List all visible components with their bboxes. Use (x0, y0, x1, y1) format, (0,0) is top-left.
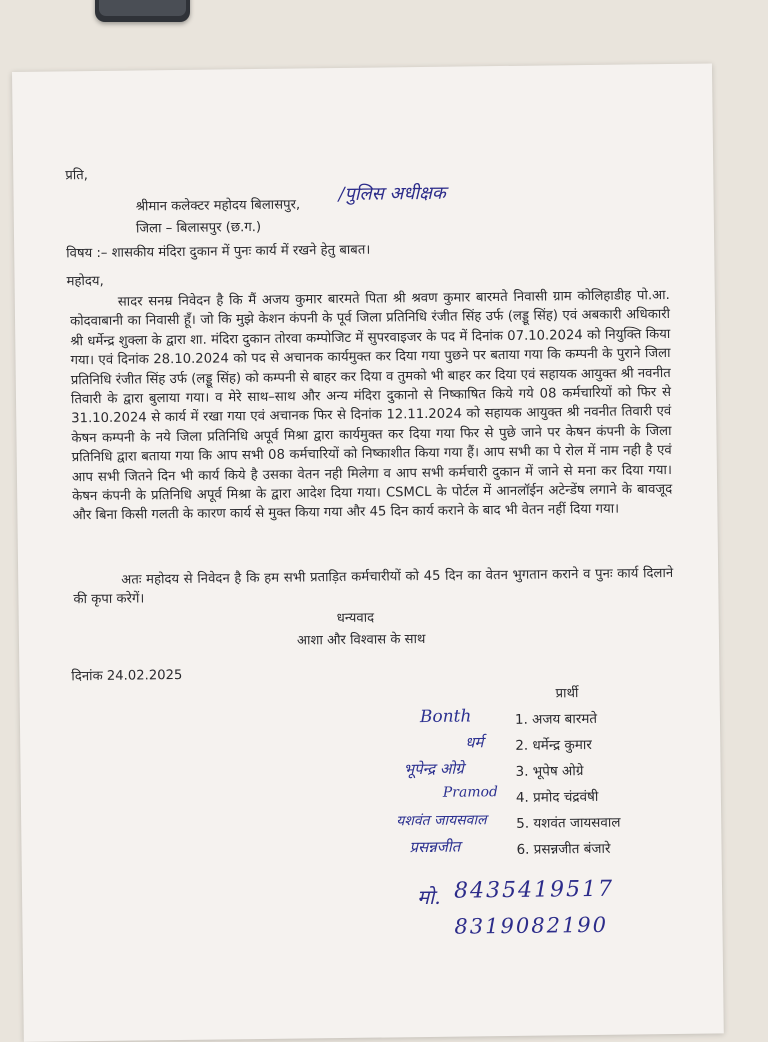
letter-page (12, 63, 724, 1041)
signature-1: Bonth (419, 706, 472, 728)
applicant-4: 4. प्रमोद चंद्रवंषी (515, 788, 599, 806)
body-paragraph-2: अतः महोदय से निवेदन है कि हम सभी प्रताड़ित कर्मचारीयों को 45 दिन का वेतन भुगतान कराने व पुनः कार्य दिलाने की कृपा करेगें। (73, 565, 674, 608)
mobile-number-2: 8319082190 (454, 912, 609, 939)
signature-4: Pramod (442, 784, 499, 801)
applicant-3: 3. भूपेष ओग्रे (515, 763, 584, 780)
prati-label: प्रति, (65, 168, 89, 184)
letter-date: दिनांक 24.02.2025 (71, 667, 183, 685)
applicant-6: 6. प्रसन्नजीत बंजारे (516, 840, 611, 858)
addressee-line-1: श्रीमान कलेक्टर महोदय बिलासपुर, (135, 197, 301, 215)
applicants-heading: प्रार्थी (555, 686, 579, 702)
mobile-number-1: 8435419517 (453, 876, 615, 904)
signature-3: भूपेन्द्र ओग्रे (403, 759, 464, 779)
salutation: महोदय, (66, 273, 104, 290)
signature-5: यशवंत जायसवाल (396, 812, 487, 830)
signature-6: प्रसन्नजीत (409, 837, 461, 857)
thanks-text: धन्यवाद (336, 610, 375, 627)
phone-device-edge (95, 0, 190, 22)
applicant-1: 1. अजय बारमते (514, 710, 598, 728)
mobile-label: मो. (416, 884, 441, 910)
applicant-5: 5. यशवंत जायसवाल (516, 814, 621, 832)
signature-2: धर्म (465, 733, 484, 752)
addressee-line-2: जिला – बिलासपुर (छ.ग.) (135, 219, 262, 237)
subject-line: विषय :– शासकीय मंदिरा दुकान में पुनः कार्य में रखने हेतु बाबत। (66, 242, 371, 262)
handwritten-addressee-addition: /पुलिस अधीक्षक (338, 182, 446, 206)
applicant-2: 2. धर्मेन्द्र कुमार (515, 736, 593, 754)
body-paragraph-1: सादर सनम्र निवेदन है कि मैं अजय कुमार बारमते पिता श्री श्रवण कुमार बारमते निवासी ग्राम कोलिहाडीह पो.आ. कोदवाबानी का निवासी हूँ। जो कि मुझे केशन कंपनी के पूर्व जिला प्रतिनिधि रंजीत सिंह उर्फ (लड्डू सिंह) एवं अबकारी अधिकारी श्री धर्मेन्द्र शुक्ला के द्वारा शा. मंदिरा दुकान तोरवा कम्पोजिट में सुपरवाइजर के पद में दिनांक 07.10.2024 को नियुक्ति किया गया। एवं दिनांक 28.10.2024 को पद से अचानक कार्यमुक्त कर दिया गया पुछने पर बताया गया कि कम्पनी के पुराने जिला प्रतिनिधि रंजीत सिंह उर्फ (लड्डू सिंह) को कम्पनी से बाहर कर दिया व तुमको भी बाहर कर दिया एवं सहायक आयुक्त श्री नवनीत तिवारी के द्वारा बुलाया गया। व मेरे साथ–साथ और अन्य मंदिरा दुकानो से निष्काषित किये गये 08 कर्मचारियों को फिर से 31.10.2024 से कार्य में रखा गया एवं अचानक फिर से दिनांक 12.11.2024 को सहायक आयुक्त श्री नवनीत तिवारी एवं केषन कम्पनी के नये जिला प्रतिनिधि अपूर्व मिश्रा द्वारा कार्यमुक्त कर दिया गया फिर से पुछे जाने पर केषन कंपनी के जिला प्रतिनिधि द्वारा बताया गया कि आप सभी 08 कर्मचारियों को निष्काशीत किया गया हैं। आप सभी का पे रोल में नाम नही है एवं आप सभी जितने दिन भी कार्य किये है उसका वेतन नही मिलेगा व आप सभी कर्मचारी दुकान में जाने से मना कर दिया गया। केषन कंपनी के प्रतिनिधि अपूर्व मिश्रा के द्वारा आदेश दिया गया। CSMCL के पोर्टल में आनलॉईन अटेन्डेंष लगाने के बावजूद और बिना किसी गलती के कारण कार्य से मुक्त किया गया और 45 दिन कार्य कराने के बाद भी वेतन नहीं दिया गया। (69, 287, 673, 524)
trust-text: आशा और विश्वास के साथ (296, 631, 426, 649)
